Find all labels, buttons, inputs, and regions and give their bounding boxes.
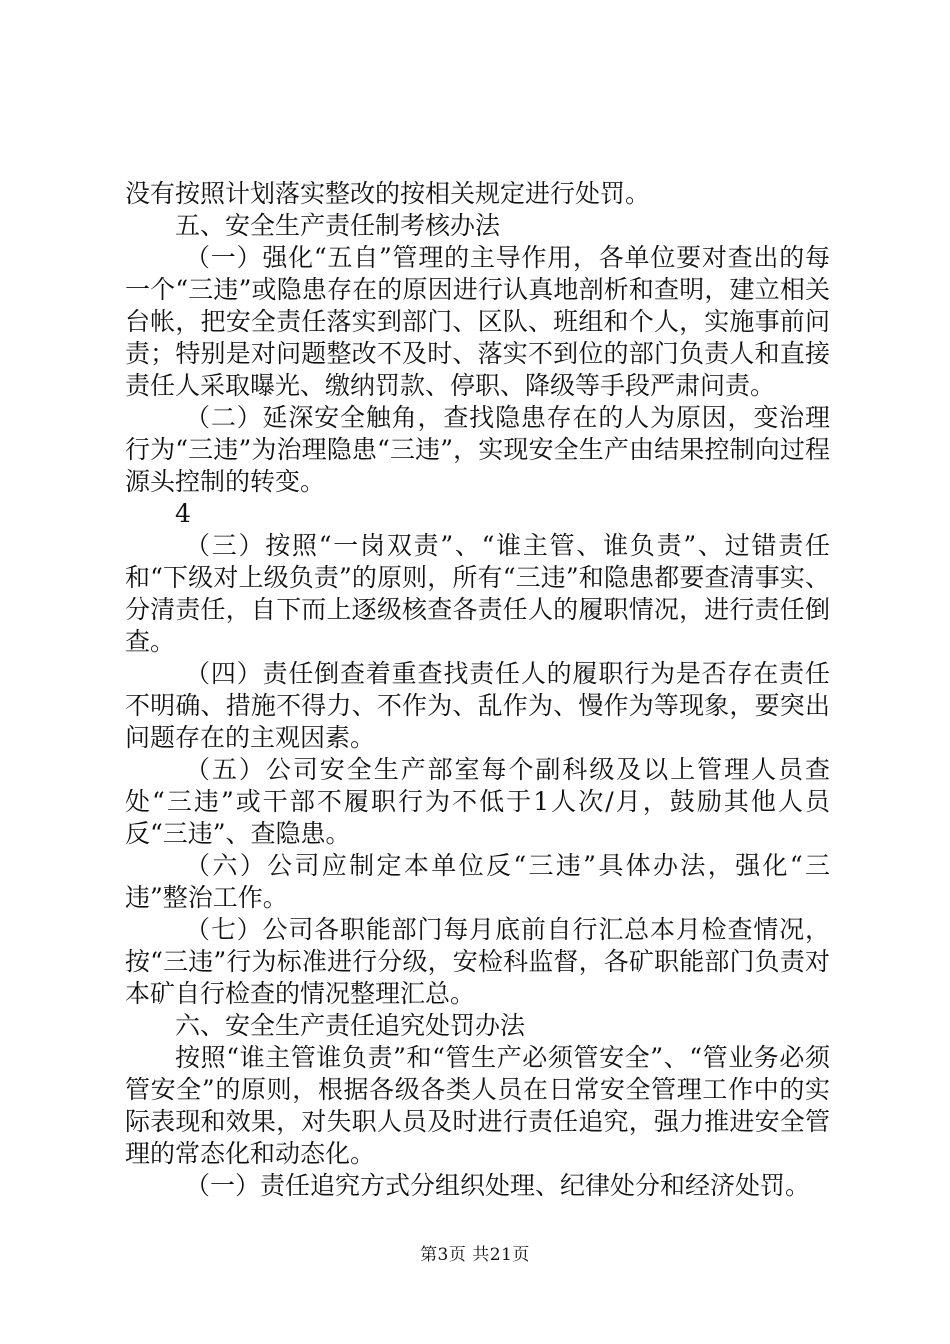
paragraph-principle: 按照“谁主管谁负责”和“管生产必须管安全”、“管业务必须管安全”的原则，根据各级各类人员在日常安全管理工作中的实际表现和效果，对失职人员及时进行责任追究，强力推进安全管理的常态化和动态化。 bbox=[125, 1043, 830, 1168]
paragraph-item-1-accountability: （一）责任追究方式分组织处理、纪律处分和经济处罚。 bbox=[185, 1171, 811, 1200]
paragraph-item-6: （六）公司应制定本单位反“三违”具体办法，强化“三违”整治工作。 bbox=[125, 851, 830, 912]
stray-number: 4 bbox=[175, 499, 191, 528]
paragraph-item-7: （七）公司各职能部门每月底前自行汇总本月检查情况，按“三违”行为标准进行分级，安检科监督，各矿职能部门负责对本矿自行检查的情况整理汇总。 bbox=[125, 915, 830, 1008]
paragraph-item-1: （一）强化“五自”管理的主导作用，各单位要对查出的每一个“三违”或隐患存在的原因进行认真地剖析和查明，建立相关台帐，把安全责任落实到部门、区队、班组和个人，实施事前问责；特别是对问题整改不及时、落实不到位的部门负责人和直接责任人采取曝光、缴纳罚款、停职、降级等手段严肃问责。 bbox=[125, 243, 830, 400]
section-heading-6: 六、安全生产责任追究处罚办法 bbox=[175, 1011, 526, 1040]
page-footer: 第3页 共21页 bbox=[420, 1245, 530, 1265]
paragraph-item-3: （三）按照“一岗双责”、“谁主管、谁负责”、过错责任和“下级对上级负责”的原则，所有“三违”和隐患都要查清事实、分清责任，自下而上逐级核查各责任人的履职情况，进行责任倒查。 bbox=[125, 531, 830, 656]
paragraph-item-5: （五）公司安全生产部室每个副科级及以上管理人员查处“三违”或干部不履职行为不低于1人次/月，鼓励其他人员反“三违”、查隐患。 bbox=[125, 755, 830, 848]
document-body bbox=[125, 178, 830, 1202]
paragraph-item-2: （二）延深安全触角，查找隐患存在的人为原因，变治理行为“三违”为治理隐患“三违”，实现安全生产由结果控制向过程源头控制的转变。 bbox=[125, 403, 830, 496]
paragraph-continuation: 没有按照计划落实整改的按相关规定进行处罚。 bbox=[125, 179, 651, 208]
section-heading-5: 五、安全生产责任制考核办法 bbox=[175, 211, 501, 240]
paragraph-item-4: （四）责任倒查着重查找责任人的履职行为是否存在责任不明确、措施不得力、不作为、乱作为、慢作为等现象，要突出问题存在的主观因素。 bbox=[125, 659, 830, 752]
